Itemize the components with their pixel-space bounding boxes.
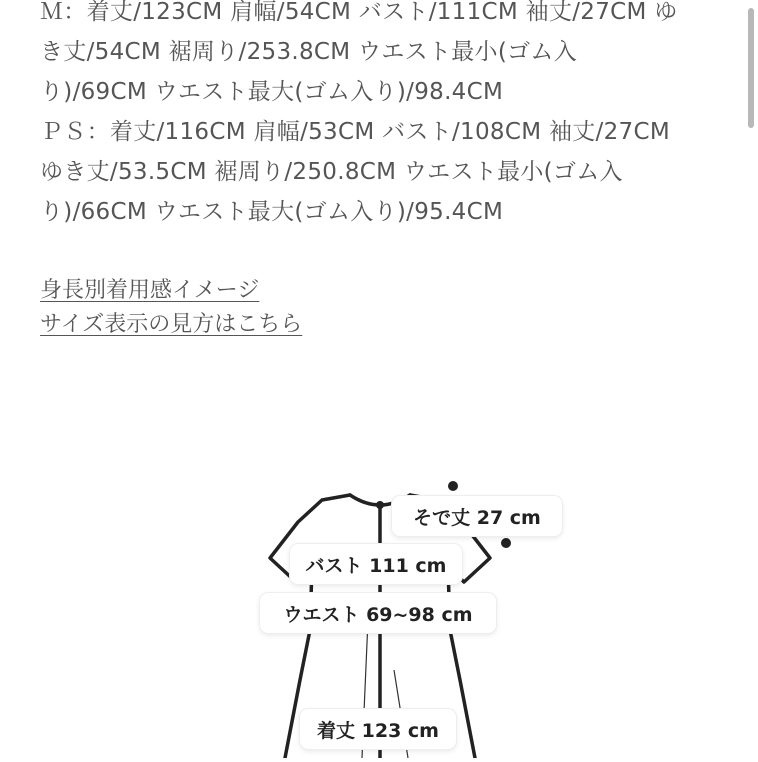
links-group <box>40 274 302 342</box>
bust-label: バスト 111 cm <box>290 544 462 584</box>
waist-label: ウエスト 69~98 cm <box>260 593 496 633</box>
garment-size-diagram <box>0 470 758 758</box>
spec-line: ゆき丈/53.5CM 裾周り/250.8CM ウエスト最小(ゴム入 <box>40 159 623 185</box>
size-spec-text <box>40 0 730 232</box>
length-label: 着丈 123 cm <box>300 709 456 749</box>
height-image-link[interactable]: 身長別着用感イメージ <box>40 278 260 303</box>
size-guide-link[interactable]: サイズ表示の見方はこちら <box>40 312 303 337</box>
spec-line: り)/69CM ウエスト最大(ゴム入り)/98.4CM <box>40 79 504 105</box>
spec-line: Ｍ：着丈/123CM 肩幅/54CM バスト/111CM 袖丈/27CM ゆ <box>40 0 678 25</box>
spec-line: り)/66CM ウエスト最大(ゴム入り)/95.4CM <box>40 199 504 225</box>
scrollbar-thumb[interactable] <box>748 8 754 128</box>
sleeve-length-label: そで丈 27 cm <box>392 496 562 536</box>
spec-line: き丈/54CM 裾周り/253.8CM ウエスト最小(ゴム入 <box>40 39 578 65</box>
spec-line: ＰＳ：着丈/116CM 肩幅/53CM バスト/108CM 袖丈/27CM <box>40 119 670 145</box>
